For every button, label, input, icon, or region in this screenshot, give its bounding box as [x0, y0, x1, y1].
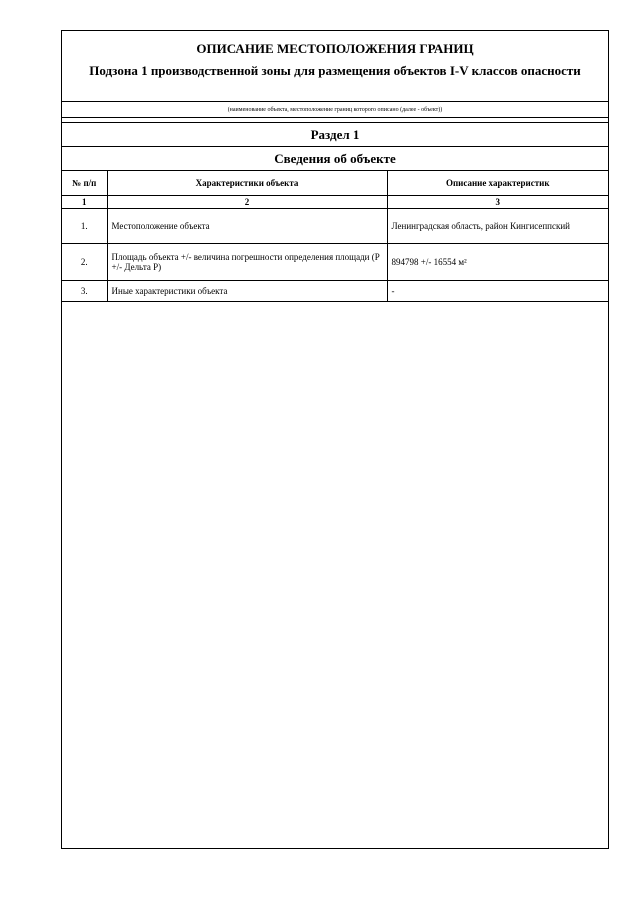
column-number-1: 1 — [62, 195, 107, 208]
section-subtitle: Сведения об объекте — [62, 147, 608, 171]
table-number-row — [62, 195, 608, 208]
document-title: ОПИСАНИЕ МЕСТОПОЛОЖЕНИЯ ГРАНИЦ — [196, 41, 474, 56]
row-characteristic: Иные характеристики объекта — [107, 280, 387, 301]
section-title: Раздел 1 — [62, 123, 608, 147]
header-description: Описание характеристик — [387, 171, 608, 195]
row-number: 2. — [62, 243, 107, 280]
column-number-2: 2 — [107, 195, 387, 208]
object-info-table — [62, 171, 608, 302]
row-characteristic: Местоположение объекта — [107, 208, 387, 243]
row-description: 894798 +/- 16554 м² — [387, 243, 608, 280]
column-number-3: 3 — [387, 195, 608, 208]
row-characteristic: Площадь объекта +/- величина погрешности определения площади (P +/- Дельта P) — [107, 243, 387, 280]
row-number: 1. — [62, 208, 107, 243]
table-row — [62, 243, 608, 280]
title-block — [62, 31, 608, 102]
row-description: - — [387, 280, 608, 301]
header-number: № п/п — [62, 171, 107, 195]
table-row — [62, 208, 608, 243]
row-number: 3. — [62, 280, 107, 301]
table-header-row — [62, 171, 608, 195]
row-description: Ленинградская область, район Кингисеппский — [387, 208, 608, 243]
document-subtitle: Подзона 1 производственной зоны для размещения объектов I-V классов опасности — [89, 63, 581, 78]
table-row — [62, 280, 608, 301]
title-caption: (наименование объекта, местоположение границ которого описано (далее - объект)) — [62, 102, 608, 118]
document-frame — [61, 30, 609, 849]
header-characteristics: Характеристики объекта — [107, 171, 387, 195]
